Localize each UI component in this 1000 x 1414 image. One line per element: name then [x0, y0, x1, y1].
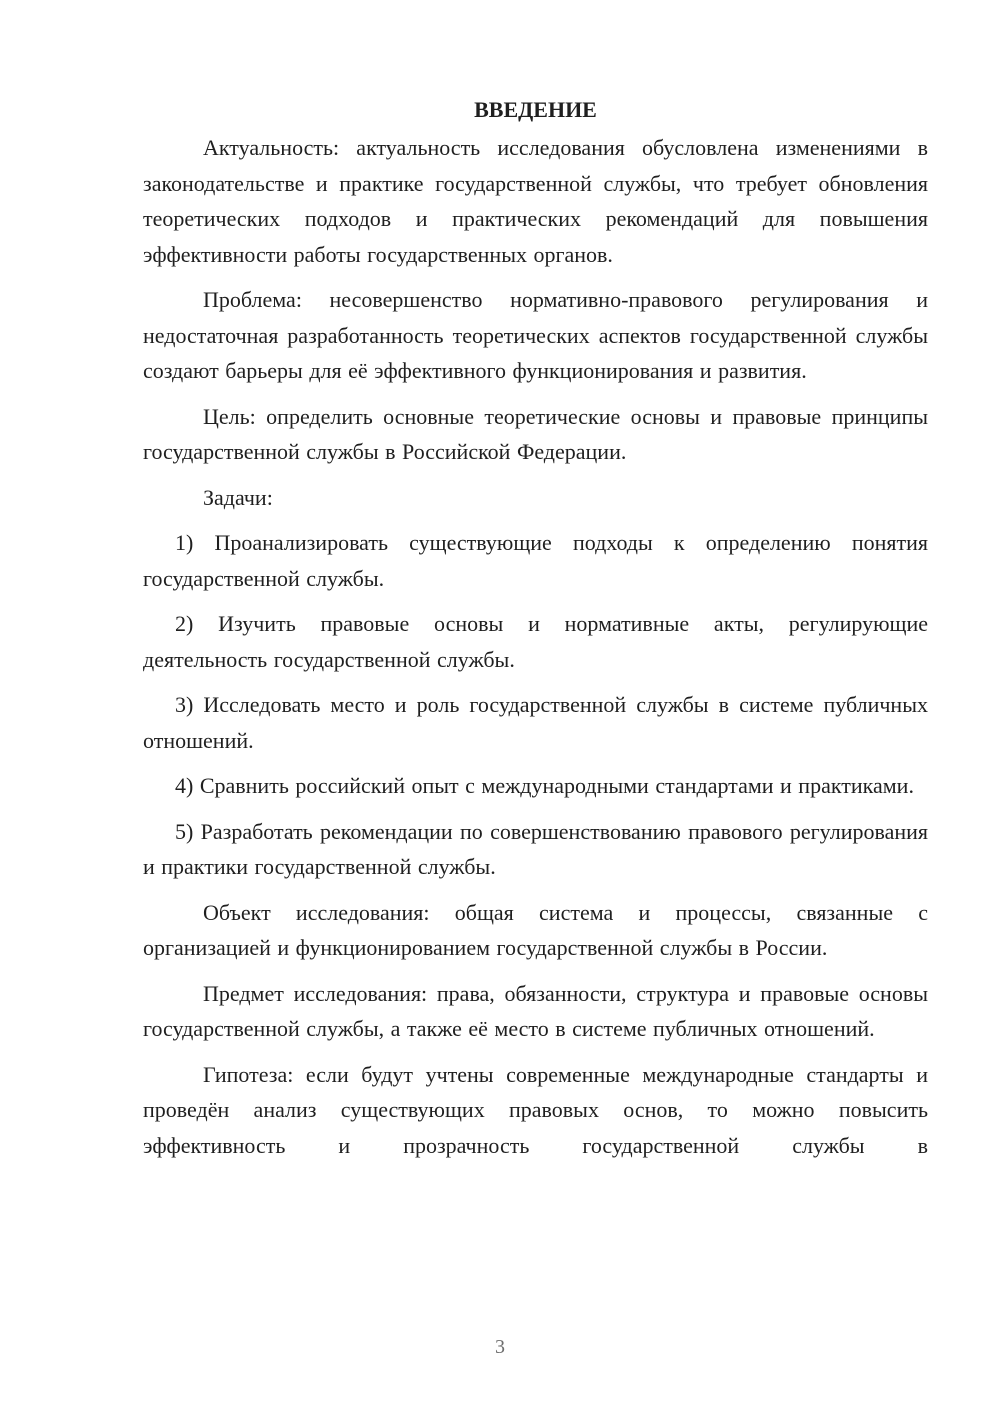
task-item-2: 2) Изучить правовые основы и нормативные акты, регулирующие деятельность государственной службы.	[143, 611, 928, 672]
section-title: ВВЕДЕНИЕ	[474, 97, 597, 122]
document-page	[143, 95, 928, 1173]
paragraph-hypothesis: Гипотеза: если будут учтены современные международные стандарты и проведён анализ существующих правовых основ, то можно повысить эффективность и прозрачность государственной службы в	[143, 1061, 928, 1158]
paragraph-tasks-heading: Задачи:	[203, 484, 273, 510]
task-item-3: 3) Исследовать место и роль государственной службы в системе публичных отношений.	[143, 692, 928, 753]
task-item-1: 1) Проанализировать существующие подходы к определению понятия государственной службы.	[143, 530, 928, 591]
task-item-5: 5) Разработать рекомендации по совершенствованию правового регулирования и практики государственной службы.	[143, 818, 928, 879]
paragraph-relevance: Актуальность: актуальность исследования обусловлена изменениями в законодательстве и практике государственной службы, что требует обновления теоретических подходов и практических рекомендаций для повышения эффективности работы государственных органов.	[143, 135, 928, 267]
page-number: 3	[495, 1336, 505, 1358]
task-item-4: 4) Сравнить российский опыт с международными стандартами и практиками.	[175, 773, 914, 798]
paragraph-object: Объект исследования: общая система и процессы, связанные с организацией и функционированием государственной службы в России.	[143, 899, 928, 960]
paragraph-problem: Проблема: несовершенство нормативно-правового регулирования и недостаточная разработанность теоретических аспектов государственной службы создают барьеры для её эффективного функционирования и развития.	[143, 287, 928, 383]
paragraph-goal: Цель: определить основные теоретические основы и правовые принципы государственной службы в Российской Федерации.	[143, 403, 928, 464]
paragraph-subject: Предмет исследования: права, обязанности, структура и правовые основы государственной службы, а также её место в системе публичных отношений.	[143, 980, 928, 1041]
